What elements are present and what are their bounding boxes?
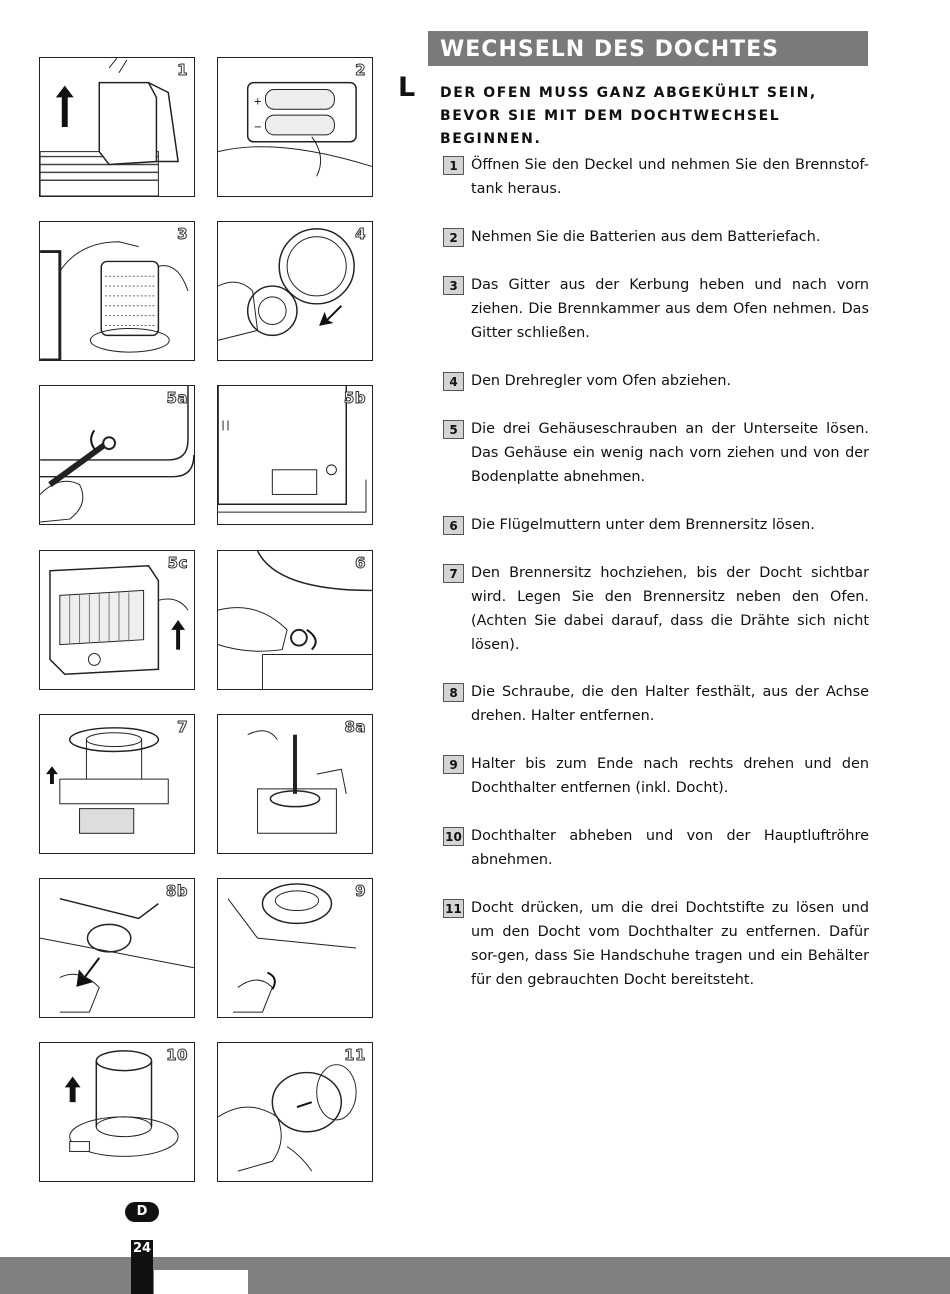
step-text: Die drei Gehäuseschrauben an der Unterseite lösen. Das Gehäuse ein wenig nach vorn ziehen und von der Bodenplatte abnehmen. bbox=[471, 421, 869, 485]
step-text: Die Flügelmuttern unter dem Brennersitz lösen. bbox=[471, 517, 815, 533]
figure-label: 8b bbox=[165, 882, 188, 900]
step-number: 1 bbox=[443, 156, 464, 175]
step-text: Docht drücken, um die drei Dochtstifte zu lösen und um den Docht vom Dochthalter zu entfernen. Dafür sor-gen, dass Sie Handschuhe tragen und ein Behälter für den gebrauchten Docht bereitsteht. bbox=[471, 900, 869, 988]
figure-label: 5a bbox=[166, 389, 188, 407]
figure-11 bbox=[217, 1042, 373, 1182]
footer-tab bbox=[154, 1270, 248, 1294]
fuel-tank-illustration bbox=[40, 58, 194, 196]
control-knob-illustration bbox=[218, 222, 372, 360]
step-text: Den Brennersitz hochziehen, bis der Docht sichtbar wird. Legen Sie den Brennersitz neben den Ofen. (Achten Sie dabei darauf, dass die Drähte sich nicht lösen). bbox=[471, 565, 869, 653]
figure-3 bbox=[39, 221, 195, 361]
figure-label: 3 bbox=[177, 225, 188, 243]
figure-5b bbox=[217, 385, 373, 525]
figure-6 bbox=[217, 550, 373, 690]
warning-text: DER OFEN MUSS GANZ ABGEKÜHLT SEIN, BEVOR SIE MIT DEM DOCHTWECHSEL BEGINNEN. bbox=[440, 85, 817, 147]
step-text: Den Drehregler vom Ofen abziehen. bbox=[471, 373, 732, 389]
figure-5a bbox=[39, 385, 195, 525]
step-text: Halter bis zum Ende nach rechts drehen und den Dochthalter entfernen (inkl. Docht). bbox=[471, 756, 869, 796]
battery-compartment-illustration bbox=[218, 58, 372, 196]
wick-holder-illustration bbox=[218, 879, 372, 1017]
figure-8b bbox=[39, 878, 195, 1018]
figure-7 bbox=[39, 714, 195, 854]
figure-10 bbox=[39, 1042, 195, 1182]
figure-label: 2 bbox=[355, 61, 366, 79]
figure-label: 4 bbox=[355, 225, 366, 243]
figure-label: 8a bbox=[344, 718, 366, 736]
burner-chamber-illustration bbox=[40, 222, 194, 360]
page-title: WECHSELN DES DOCHTES bbox=[428, 31, 868, 66]
step-number: 9 bbox=[443, 755, 464, 774]
step-text: Öffnen Sie den Deckel und nehmen Sie den Brennstof-tank heraus. bbox=[471, 157, 869, 197]
step-number: 5 bbox=[443, 420, 464, 439]
step-number: 2 bbox=[443, 228, 464, 247]
step-number: 8 bbox=[443, 683, 464, 702]
figure-label: 11 bbox=[344, 1046, 366, 1064]
figure-label: 1 bbox=[177, 61, 188, 79]
step-number: 4 bbox=[443, 372, 464, 391]
wing-nut-illustration bbox=[218, 551, 372, 689]
step-number: 10 bbox=[443, 827, 464, 846]
burner-seat-illustration bbox=[40, 715, 194, 853]
figure-2 bbox=[217, 57, 373, 197]
page-number: 24 bbox=[132, 1241, 152, 1256]
figure-8a bbox=[217, 714, 373, 854]
figure-label: 5b bbox=[343, 389, 366, 407]
language-badge: D bbox=[125, 1202, 159, 1222]
svg-text:−: − bbox=[253, 121, 262, 133]
figure-label: 10 bbox=[166, 1046, 188, 1064]
svg-text:+: + bbox=[253, 96, 262, 108]
step-number: 3 bbox=[443, 276, 464, 295]
step-number: 6 bbox=[443, 516, 464, 535]
figure-label: 9 bbox=[355, 882, 366, 900]
figure-label: 6 bbox=[355, 554, 366, 572]
step-text: Das Gitter aus der Kerbung heben und nach vorn ziehen. Die Brennkammer aus dem Ofen nehmen. Das Gitter schließen. bbox=[471, 277, 869, 341]
section-letter: L bbox=[398, 72, 416, 103]
figure-label: 7 bbox=[177, 718, 188, 736]
figure-5c bbox=[39, 550, 195, 690]
figure-label: 5c bbox=[167, 554, 188, 572]
figure-4 bbox=[217, 221, 373, 361]
step-number: 11 bbox=[443, 899, 464, 918]
figure-1 bbox=[39, 57, 195, 197]
step-text: Dochthalter abheben und von der Hauptluftröhre abnehmen. bbox=[471, 828, 869, 868]
step-text: Die Schraube, die den Halter festhält, aus der Achse drehen. Halter entfernen. bbox=[471, 684, 869, 724]
step-number: 7 bbox=[443, 564, 464, 583]
step-text: Nehmen Sie die Batterien aus dem Batteriefach. bbox=[471, 229, 821, 245]
figure-9 bbox=[217, 878, 373, 1018]
